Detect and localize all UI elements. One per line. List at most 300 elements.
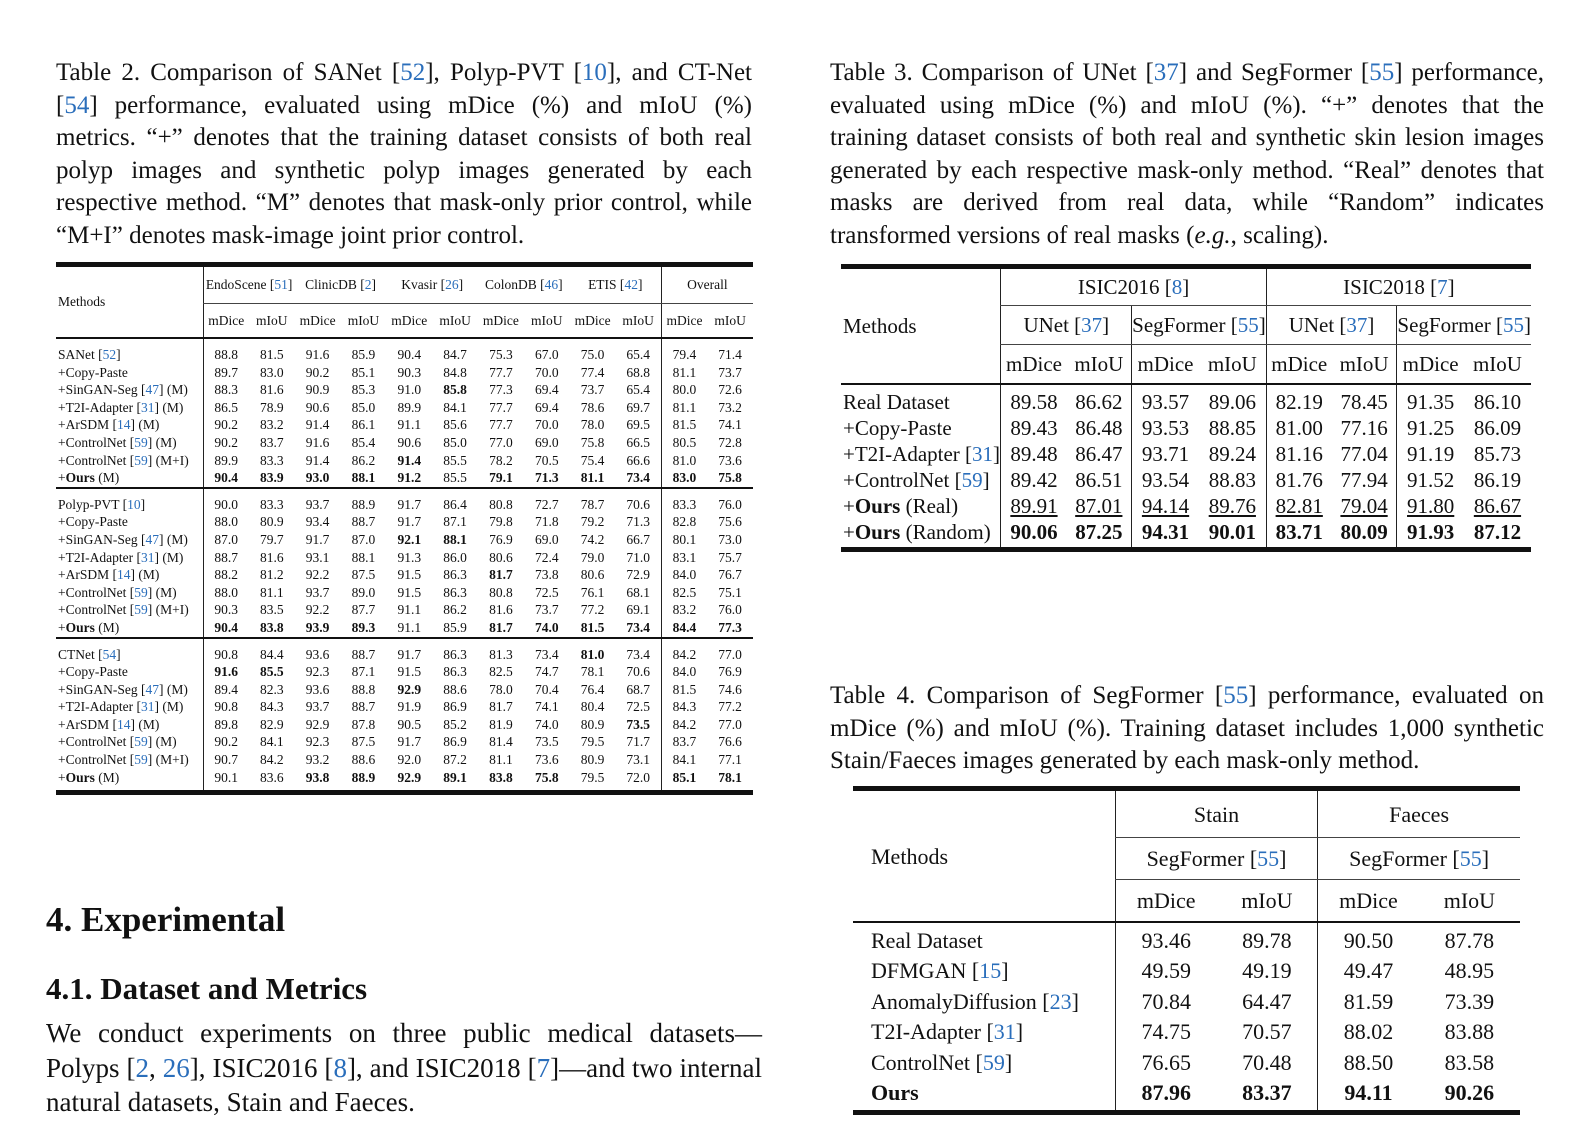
table-row [853,986,1520,1017]
value-cell: 93.7 [295,488,341,514]
value-cell: 81.1 [661,364,707,382]
value-cell: 90.4 [203,469,249,488]
method-cell: Ours [853,1078,1115,1113]
value-cell: 80.9 [259,514,284,530]
value-cell: 90.8 [203,638,249,664]
value-cell: 92.0 [397,752,422,768]
value-cell: 93.54 [1132,467,1199,493]
value-cell: 72.8 [718,434,742,450]
value-cell: 83.1 [661,549,707,567]
metric-header: mIoU [1443,888,1496,913]
value-cell: 88.85 [1208,416,1256,440]
method-cell: +Ours (M) [58,619,120,635]
value-cell: 91.6 [295,338,341,364]
value-cell: 49.59 [1115,956,1216,987]
value-cell: 68.8 [626,364,650,380]
value-cell: 80.1 [661,531,707,549]
value-cell: 89.43 [1001,415,1067,441]
value-cell: 93.7 [305,584,330,600]
value-cell: 91.80 [1397,493,1464,519]
table-row [841,493,1531,519]
value-cell: 91.3 [397,549,422,565]
value-cell: 78.0 [580,417,605,433]
value-cell: 90.9 [305,382,330,398]
value-cell: 87.1 [351,664,376,680]
value-cell: 70.4 [534,681,559,697]
value-cell: 73.6 [534,752,559,768]
value-cell: 73.2 [718,399,742,415]
value-cell: 66.6 [626,452,650,468]
value-cell: 83.6 [249,769,295,793]
value-cell: 65.4 [626,382,650,398]
method-cell: +SinGAN-Seg [47] (M) [58,531,188,547]
value-cell: 92.2 [305,567,330,583]
value-cell: 84.4 [249,638,295,664]
table-row [56,381,753,399]
value-cell: 90.7 [203,751,249,769]
table-row [56,584,753,602]
method-cell: SANet [52] [56,338,203,364]
value-cell: 77.94 [1340,468,1388,492]
value-cell: 85.0 [443,434,467,450]
value-cell: 79.1 [489,470,513,486]
value-cell: 49.47 [1318,956,1419,987]
value-cell: 87.01 [1075,494,1123,518]
method-cell: +T2I-Adapter [31] [843,442,1001,466]
model-header: SegFormer [55] [1318,838,1520,880]
methods-header: Methods [841,267,1001,385]
value-cell: 84.0 [661,566,707,584]
subsection-heading: 4.1. Dataset and Metrics [46,971,368,1006]
value-cell: 72.5 [626,699,650,715]
value-cell: 83.88 [1444,1019,1495,1045]
value-cell: 73.4 [626,619,650,635]
value-cell: 89.48 [1001,441,1067,467]
value-cell: 87.96 [1115,1078,1216,1113]
value-cell: 75.7 [718,549,742,565]
value-cell: 85.9 [443,619,467,635]
table-row [56,513,753,531]
value-cell: 70.48 [1242,1049,1292,1075]
value-cell: 73.7 [534,602,559,618]
value-cell: 80.8 [478,488,524,514]
value-cell: 74.1 [718,417,742,433]
metric-header: mIoU [1472,352,1522,376]
method-cell: +Copy-Paste [58,664,128,680]
value-cell: 49.19 [1242,958,1292,984]
method-cell: +T2I-Adapter [31] (M) [58,399,184,415]
metric-header: mDice [386,304,432,339]
value-cell: 86.1 [351,417,376,433]
method-cell: +Copy-Paste [843,416,952,440]
value-cell: 89.24 [1208,442,1256,466]
value-cell: 74.0 [534,619,559,635]
table-row [56,751,753,769]
value-cell: 86.4 [432,488,478,514]
table-row [56,434,753,452]
value-cell: 81.5 [580,619,605,635]
value-cell: 76.1 [580,584,605,600]
value-cell: 86.10 [1464,384,1531,415]
value-cell: 94.31 [1132,519,1199,550]
value-cell: 76.65 [1115,1047,1216,1078]
value-cell: 70.0 [534,364,559,380]
value-cell: 91.4 [397,452,422,468]
dataset-header: EndoScene [51] [203,265,295,304]
table-row [56,469,753,488]
value-cell: 74.6 [718,681,742,697]
value-cell: 75.1 [718,584,742,600]
value-cell: 91.7 [386,488,432,514]
methods-header: Methods [56,265,203,339]
value-cell: 81.1 [489,752,513,768]
value-cell: 80.6 [580,567,605,583]
value-cell: 81.5 [661,681,707,699]
value-cell: 90.4 [386,338,432,364]
value-cell: 90.5 [397,716,422,732]
table-row [56,531,753,549]
value-cell: 91.7 [305,531,330,547]
metric-header: mIoU [341,304,387,339]
value-cell: 92.9 [305,716,330,732]
value-cell: 90.06 [1001,519,1067,550]
value-cell: 89.78 [1217,922,1318,956]
value-cell: 87.2 [443,752,467,768]
value-cell: 89.06 [1199,384,1266,415]
value-cell: 81.00 [1266,415,1332,441]
table-row [56,488,753,514]
value-cell: 83.2 [259,417,284,433]
value-cell: 70.6 [626,664,650,680]
value-cell: 73.5 [626,716,650,732]
dataset-header: Faeces [1318,789,1520,838]
value-cell: 86.3 [443,567,467,583]
value-cell: 88.83 [1208,468,1256,492]
value-cell: 76.0 [707,488,753,514]
value-cell: 76.0 [718,602,742,618]
model-header: SegFormer [55] [1132,306,1267,345]
value-cell: 70.57 [1242,1019,1292,1045]
value-cell: 74.7 [534,664,559,680]
value-cell: 71.8 [534,514,559,530]
value-cell: 85.0 [351,399,376,415]
value-cell: 72.4 [534,549,559,565]
value-cell: 81.76 [1266,467,1332,493]
value-cell: 88.6 [351,752,376,768]
value-cell: 89.8 [203,716,249,734]
value-cell: 85.3 [351,382,376,398]
table-row [841,519,1531,550]
metric-header: mDice [295,304,341,339]
metric-header: mIoU [1207,352,1257,376]
value-cell: 91.93 [1397,519,1464,550]
value-cell: 80.6 [489,549,513,565]
value-cell: 87.78 [1419,922,1520,956]
value-cell: 65.4 [616,338,662,364]
value-cell: 77.2 [718,699,742,715]
value-cell: 75.3 [478,338,524,364]
metric-header: mDice [570,304,616,339]
section-paragraph: We conduct experiments on three public medical datasets—Polyps [2, 26], ISIC2016 [8], and ISIC2018 [7]—and two internal natural datasets, Stain and Faeces. [46,1018,762,1117]
value-cell: 84.1 [443,399,467,415]
method-cell: +Copy-Paste [58,364,128,380]
table4 [853,786,1520,1115]
value-cell: 84.4 [661,619,707,638]
method-cell: +ControlNet [59] (M) [58,434,177,450]
value-cell: 78.1 [580,664,605,680]
value-cell: 89.7 [203,364,249,382]
value-cell: 88.8 [351,681,376,697]
dataset-header: Stain [1115,789,1317,838]
value-cell: 73.0 [718,531,742,547]
model-header: UNet [37] [1001,306,1132,345]
value-cell: 72.7 [524,488,570,514]
value-cell: 87.7 [351,602,376,618]
value-cell: 86.62 [1066,384,1131,415]
value-cell: 69.7 [626,399,650,415]
value-cell: 77.16 [1340,416,1388,440]
value-cell: 80.0 [661,381,707,399]
value-cell: 77.7 [489,399,513,415]
value-cell: 86.19 [1473,468,1522,492]
value-cell: 89.1 [432,769,478,793]
value-cell: 73.1 [626,752,650,768]
method-cell: Polyp-PVT [10] [56,488,203,514]
value-cell: 83.8 [259,619,284,635]
method-cell: +ControlNet [59] (M+I) [58,602,189,618]
dataset-header: ISIC2018 [7] [1266,267,1531,306]
value-cell: 84.8 [443,364,467,380]
metric-header: mIoU [707,304,753,339]
value-cell: 76.9 [489,531,513,547]
value-cell: 69.0 [534,531,559,547]
method-cell: +ControlNet [59] [843,468,990,492]
value-cell: 79.4 [661,338,707,364]
method-cell: CTNet [54] [56,638,203,664]
value-cell: 90.6 [397,434,422,450]
value-cell: 76.9 [718,664,742,680]
value-cell: 90.2 [305,364,330,380]
value-cell: 87.8 [351,716,376,732]
table-row [841,441,1531,467]
model-header: SegFormer [55] [1397,306,1531,345]
value-cell: 86.2 [351,452,376,468]
value-cell: 73.4 [524,638,570,664]
table-row [853,922,1520,956]
table-row [853,1017,1520,1048]
value-cell: 91.0 [397,382,422,398]
value-cell: 94.11 [1318,1078,1419,1113]
method-cell: +T2I-Adapter [31] (M) [58,699,184,715]
method-cell: DFMGAN [15] [871,958,1009,984]
value-cell: 91.1 [397,619,422,635]
value-cell: 73.5 [534,734,559,750]
value-cell: 82.5 [489,664,513,680]
value-cell: 91.25 [1397,415,1464,441]
value-cell: 87.12 [1464,519,1531,550]
value-cell: 78.1 [707,769,753,793]
value-cell: 81.9 [489,716,513,732]
value-cell: 84.7 [432,338,478,364]
value-cell: 87.25 [1066,519,1131,550]
method-cell: +Ours (Random) [841,519,1001,550]
value-cell: 77.7 [489,364,513,380]
value-cell: 82.3 [259,681,284,697]
value-cell: 80.9 [580,716,605,732]
value-cell: 83.7 [661,733,707,751]
method-cell: +ControlNet [59] (M) [58,734,177,750]
table-row [841,384,1531,415]
value-cell: 77.0 [489,434,513,450]
value-cell: 93.46 [1115,922,1216,956]
value-cell: 82.9 [259,716,284,732]
dataset-header: ColonDB [46] [478,265,570,304]
table4-caption: Table 4. Comparison of SegFormer [55] performance, evaluated on mDice (%) and mIoU (%). Training dataset includes 1,000 synthetic Stain/Faeces images generated by each mask-only method. [830,682,1544,775]
value-cell: 77.3 [718,619,742,635]
value-cell: 66.5 [626,434,650,450]
table-row [56,716,753,734]
value-cell: 91.4 [305,417,330,433]
table-row [56,566,753,584]
value-cell: 88.9 [341,488,387,514]
value-cell: 82.81 [1266,493,1332,519]
value-cell: 89.3 [351,619,376,635]
value-cell: 85.6 [443,417,467,433]
value-cell: 78.2 [489,452,513,468]
value-cell: 74.2 [580,531,605,547]
value-cell: 78.9 [259,399,284,415]
value-cell: 80.8 [489,584,513,600]
value-cell: 91.7 [397,514,422,530]
value-cell: 77.4 [580,364,605,380]
value-cell: 91.9 [397,699,422,715]
dataset-header: Kvasir [26] [386,265,478,304]
value-cell: 83.9 [259,470,284,486]
value-cell: 81.6 [489,602,513,618]
value-cell: 83.5 [259,602,284,618]
method-cell: T2I-Adapter [31] [871,1019,1024,1045]
value-cell: 79.8 [489,514,513,530]
dataset-header: Overall [661,265,753,304]
value-cell: 85.5 [443,452,467,468]
value-cell: 92.9 [386,769,432,793]
value-cell: 48.95 [1444,958,1495,984]
value-cell: 84.1 [259,734,284,750]
value-cell: 73.4 [616,638,662,664]
value-cell: 86.2 [443,602,467,618]
model-header: SegFormer [55] [1115,838,1317,880]
value-cell: 93.6 [305,681,330,697]
value-cell: 88.3 [203,381,249,399]
method-cell: +SinGAN-Seg [47] (M) [58,681,188,697]
value-cell: 70.5 [534,452,559,468]
value-cell: 91.4 [305,452,330,468]
value-cell: 87.0 [351,531,376,547]
metric-header: mIoU [1339,352,1389,376]
value-cell: 69.0 [534,434,559,450]
dataset-header: ETIS [42] [570,265,662,304]
value-cell: 85.4 [351,434,376,450]
value-cell: 91.6 [203,663,249,681]
value-cell: 87.5 [351,734,376,750]
method-cell: Real Dataset [841,384,1001,415]
value-cell: 81.0 [570,638,616,664]
value-cell: 81.5 [661,416,707,434]
table2 [56,262,753,795]
table-row [56,698,753,716]
table-row [853,1047,1520,1078]
value-cell: 79.0 [580,549,605,565]
value-cell: 87.0 [203,531,249,549]
table-row [56,663,753,681]
value-cell: 88.8 [203,338,249,364]
methods-header: Methods [853,789,1115,923]
metric-header: mIoU [616,304,662,339]
method-cell: Real Dataset [853,922,1115,956]
method-cell: +Ours (M) [56,769,203,793]
value-cell: 82.8 [661,513,707,531]
value-cell: 88.1 [351,470,376,486]
value-cell: 91.1 [397,417,422,433]
value-cell: 71.3 [626,514,650,530]
value-cell: 93.7 [305,699,330,715]
value-cell: 76.7 [718,567,742,583]
value-cell: 88.7 [203,549,249,567]
value-cell: 93.8 [295,769,341,793]
metric-header: mDice [203,304,249,339]
value-cell: 87.1 [443,514,467,530]
method-cell: +ControlNet [59] (M) [58,584,177,600]
value-cell: 93.53 [1132,415,1199,441]
value-cell: 90.2 [203,416,249,434]
value-cell: 81.2 [259,567,284,583]
value-cell: 88.1 [351,549,376,565]
value-cell: 88.02 [1318,1017,1419,1048]
value-cell: 88.7 [351,514,376,530]
value-cell: 73.6 [718,452,742,468]
value-cell: 86.47 [1075,442,1123,466]
value-cell: 81.7 [489,699,513,715]
value-cell: 84.3 [661,698,707,716]
value-cell: 81.0 [661,452,707,470]
value-cell: 82.19 [1266,384,1332,415]
value-cell: 92.2 [305,602,330,618]
table-row [56,364,753,382]
value-cell: 81.3 [478,638,524,664]
value-cell: 81.7 [489,567,513,583]
value-cell: 92.3 [305,734,330,750]
value-cell: 79.04 [1340,494,1388,518]
value-cell: 76.6 [718,734,742,750]
value-cell: 90.50 [1318,922,1419,956]
value-cell: 66.7 [626,531,650,547]
value-cell: 73.7 [580,382,605,398]
value-cell: 83.3 [259,452,284,468]
value-cell: 74.75 [1115,1017,1216,1048]
value-cell: 81.1 [580,470,605,486]
method-cell: ControlNet [59] [871,1049,1013,1075]
value-cell: 86.9 [443,699,467,715]
value-cell: 85.2 [443,716,467,732]
value-cell: 83.58 [1444,1049,1495,1075]
table2-caption: Table 2. Comparison of SANet [52], Polyp-PVT [10], and CT-Net [54] performance, evaluated using mDice (%) and mIoU (%) metrics. “+” denotes that the training dataset consists of both real polyp images and synthetic polyp images generated by each respective method. “M” denotes that mask-only prior control, while “M+I” denotes mask-image joint prior control. [56,59,752,249]
value-cell: 89.91 [1001,493,1067,519]
value-cell: 89.4 [203,681,249,699]
value-cell: 77.7 [489,417,513,433]
value-cell: 75.8 [524,769,570,793]
value-cell: 78.45 [1332,384,1397,415]
value-cell: 86.5 [203,399,249,417]
